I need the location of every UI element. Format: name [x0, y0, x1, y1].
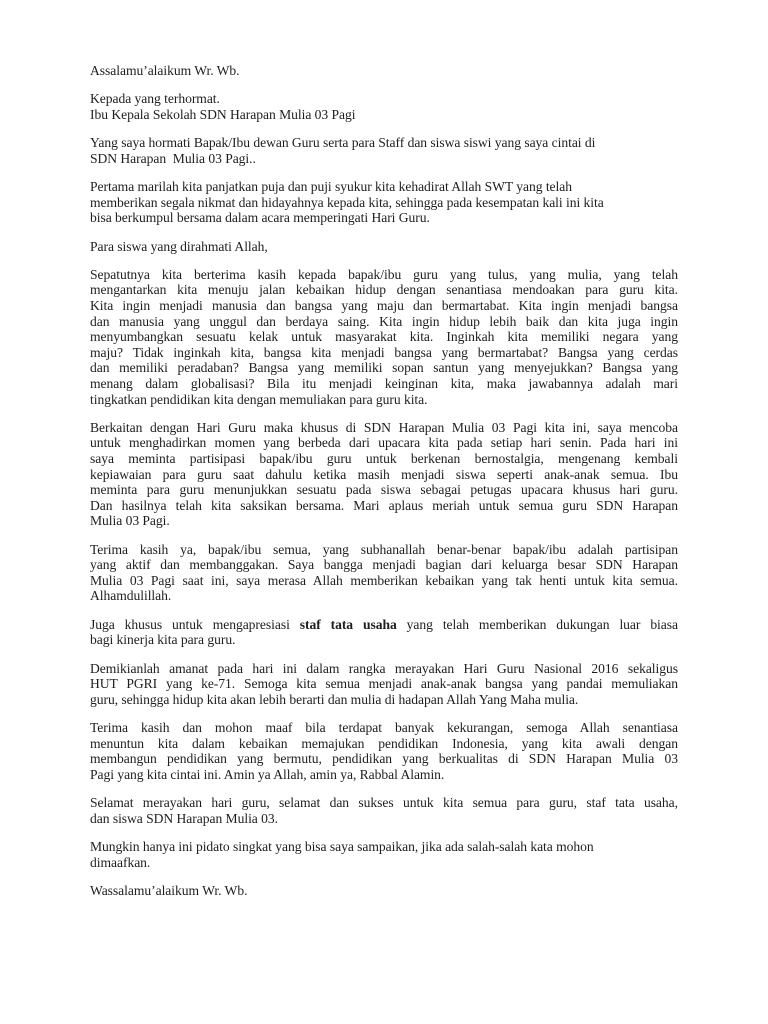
text-line: bagi kinerja kita para guru.	[90, 632, 236, 648]
text-line: Yang saya hormati Bapak/Ibu dewan Guru serta para Staff dan siswa siswi yang saya cintai di	[90, 135, 596, 151]
opening-paragraph	[90, 179, 678, 226]
text-line: guru, sehingga hidup kita akan lebih berarti dan mulia di hadapan Allah Yang Maha mulia.	[90, 691, 579, 707]
text-line: Alhamdulillah.	[90, 588, 172, 604]
closing-message-paragraph	[90, 661, 678, 708]
salutation-students	[90, 239, 678, 255]
farewell-line: Wassalamu’alaikum Wr. Wb.	[90, 882, 248, 898]
text-line: dan manusia yang unggul dan berdaya saing. Kita ingin hidup lebih baik dan kita juga ingin	[90, 313, 678, 329]
text-line	[90, 617, 678, 633]
apology-paragraph	[90, 720, 678, 782]
farewell	[90, 883, 678, 899]
text-line: Demikianlah amanat pada hari ini dalam rangka merayakan Hari Guru Nasional 2016 sekaligus	[90, 660, 678, 676]
text-line: Mulia 03 Pagi saat ini, saya merasa Allah memberikan kebaikan yang tak henti untuk kita semua.	[90, 572, 678, 588]
text-line: Para siswa yang dirahmati Allah,	[90, 238, 268, 254]
greeting-line: Assalamu’alaikum Wr. Wb.	[90, 63, 240, 78]
text-line: Pertama marilah kita panjatkan puja dan puji syukur kita kehadirat Allah SWT yang telah	[90, 179, 572, 195]
text-line: tingkatkan pendidikan kita dengan memuliakan para guru kita.	[90, 391, 428, 407]
celebrate-paragraph	[90, 795, 678, 826]
text-line: Selamat merayakan hari guru, selamat dan sukses untuk kita semua para guru, staf tata usaha,	[90, 795, 678, 811]
text-line: menyumbangkan sesuatu kelak untuk masyarakat kita. Inginkah kita memiliki negara yang	[90, 329, 678, 345]
text-line: untuk menghadirkan momen yang berbeda dari upacara kita pada setiap hari senin. Pada hari ini	[90, 435, 678, 451]
text-line: dan memiliki peradaban? Bangsa yang memiliki sopan santun yang menyejukkan? Bangsa yang	[90, 360, 678, 376]
address-line: Kepada yang terhormat.	[90, 91, 220, 107]
thanks-paragraph	[90, 542, 678, 604]
text-line: mengantarkan kita menuju jalan kebaikan hidup dengan senantiasa mendoakan para guru kita.	[90, 282, 678, 298]
text-line: menuntun kita dalam kebaikan memajukan pendidikan Indonesia, yang kita awali dengan	[90, 735, 678, 751]
text-line: maju? Tidak inginkah kita, bangsa kita menjadi bangsa yang bermartabat? Bangsa yang cerdas	[90, 344, 678, 360]
text-line: menang dalam globalisasi? Bila itu menjadi keinginan kita, maka jawabannya adalah mari	[90, 375, 678, 391]
gratitude-paragraph	[90, 267, 678, 407]
text-line: Terima kasih dan mohon maaf bila terdapat banyak kekurangan, semoga Allah senantiasa	[90, 720, 678, 736]
text-line: SDN Harapan Mulia 03 Pagi..	[90, 150, 256, 166]
document-page	[90, 63, 678, 911]
text-line: Mungkin hanya ini pidato singkat yang bisa saya sampaikan, jika ada salah-salah kata mohon	[90, 839, 594, 854]
text-line: kepiawaian para guru saat dahulu ketika masih menjadi siswa seperti anak-anak semua. Ibu	[90, 466, 678, 482]
text-segment: yang telah memberikan dukungan luar biasa	[396, 616, 678, 632]
text-line: yang aktif dan membanggakan. Saya bangga menjadi bagian dari keluarga besar SDN Harapan	[90, 557, 678, 573]
text-line: Sepatutnya kita berterima kasih kepada bapak/ibu guru yang tulus, yang mulia, yang telah	[90, 266, 678, 282]
text-line: saya meminta partisipasi bapak/ibu guru untuk berkenan bernostalgia, mengenang kembali	[90, 451, 678, 466]
text-line: meminta para guru menunjukkan sesuatu pada siswa sebagai petugas upacara khusus hari guru.	[90, 482, 678, 498]
text-line: Mulia 03 Pagi.	[90, 513, 170, 529]
text-line: dan siswa SDN Harapan Mulia 03.	[90, 810, 278, 826]
text-line: membangun pendidikan yang bermutu, pendidikan yang berkualitas di SDN Harapan Mulia 03	[90, 751, 678, 767]
bold-staff-phrase: staf tata usaha	[299, 616, 397, 632]
respect-paragraph	[90, 135, 678, 166]
greeting	[90, 63, 678, 79]
text-line: HUT PGRI yang ke-71. Semoga kita semua menjadi anak-anak bangsa yang pandai memuliakan	[90, 676, 678, 692]
text-line: Dan hasilnya telah kita saksikan bersama. Mari aplaus meriah untuk semua guru SDN Harapan	[90, 497, 678, 513]
text-line: Pagi yang kita cintai ini. Amin ya Allah, amin ya, Rabbal Alamin.	[90, 766, 445, 782]
text-line: memberikan segala nikmat dan hidayahnya kepada kita, sehingga pada kesempatan kali ini kita	[90, 194, 604, 210]
text-line: Terima kasih ya, bapak/ibu semua, yang subhanallah benar-benar bapak/ibu adalah partisipan	[90, 541, 678, 557]
address-block	[90, 91, 678, 122]
text-segment: Juga khusus untuk mengapresiasi	[90, 616, 300, 632]
final-paragraph	[90, 839, 678, 870]
staff-paragraph	[90, 617, 678, 648]
address-line: Ibu Kepala Sekolah SDN Harapan Mulia 03 Pagi	[90, 106, 356, 122]
text-line: Berkaitan dengan Hari Guru maka khusus di SDN Harapan Mulia 03 Pagi kita ini, saya mencoba	[90, 419, 678, 435]
text-line: dimaafkan.	[90, 854, 151, 870]
text-line: Kita ingin menjadi manusia dan bangsa yang maju dan bermartabat. Kita ingin menjadi bangsa	[90, 297, 678, 313]
text-line: bisa berkumpul bersama dalam acara memperingati Hari Guru.	[90, 210, 430, 226]
event-paragraph	[90, 420, 678, 529]
